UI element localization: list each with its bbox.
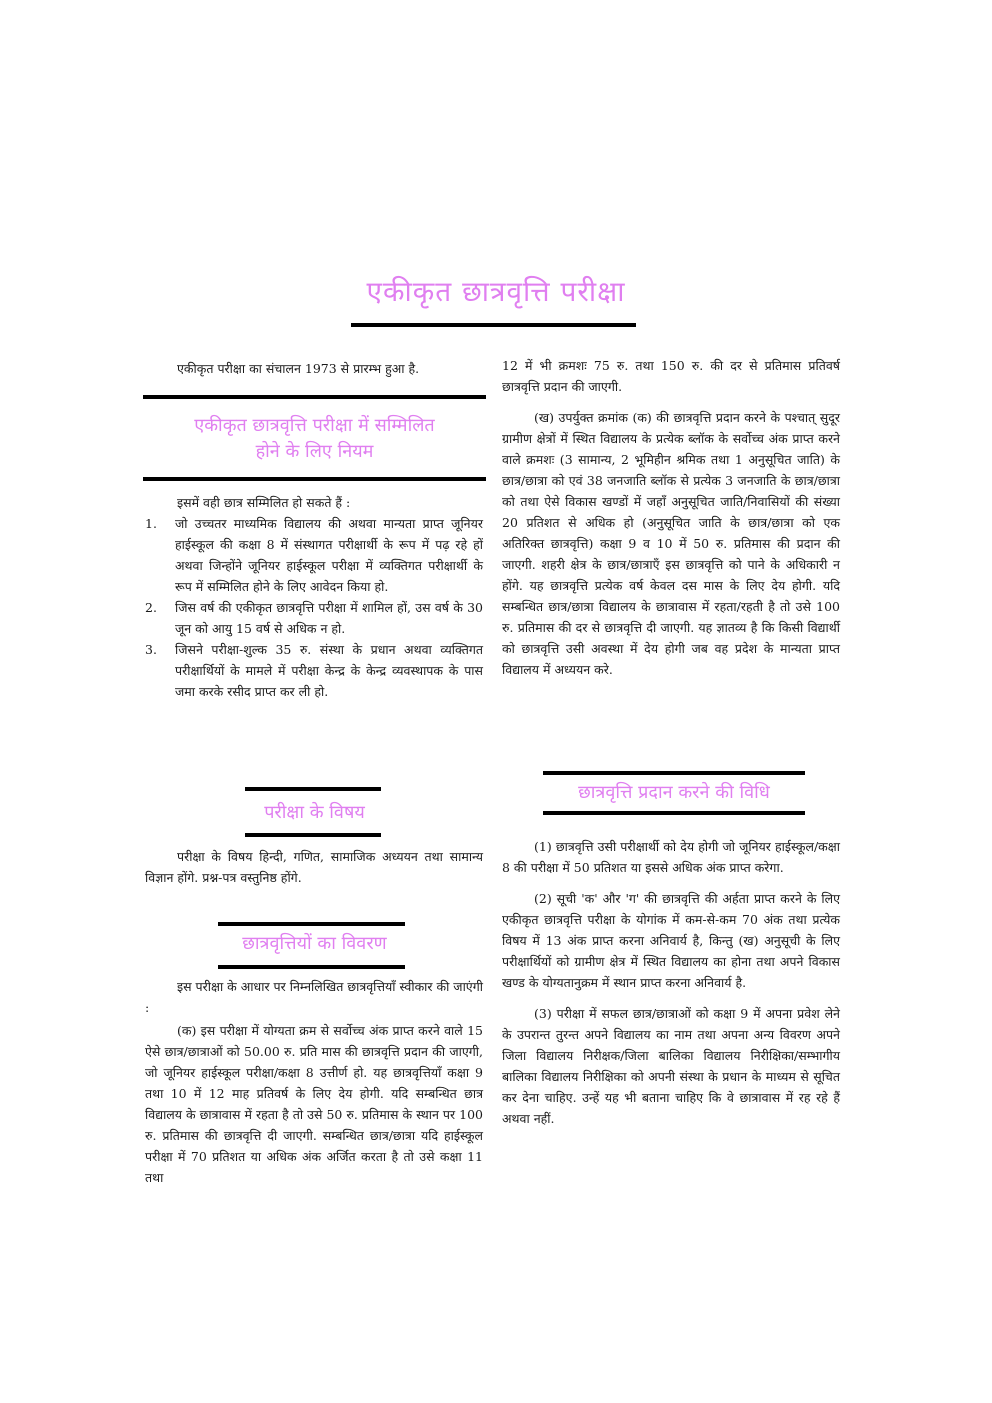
list-item: 3. जिसने परीक्षा-शुल्क 35 रु. संस्था के प्रधान अथवा व्यक्तिगत परीक्षार्थियों के मामले में परीक्षा केन्द्र के केन्द्र व्यवस्थापक के पास जमा करके रसीद प्राप्त कर ली हो. xyxy=(145,642,483,699)
subjects-body: परीक्षा के विषय हिन्दी, गणित, सामाजिक अध्ययन तथा सामान्य विज्ञान होंगे. प्रश्न-पत्र वस्तुनिष्ठ होंगे. xyxy=(145,849,483,885)
scholarship-para-kha: (ख) उपर्युक्त क्रमांक (क) की छात्रवृत्ति प्रदान करने के पश्चात् सुदूर ग्रामीण क्षेत्रों में स्थित विद्यालय के प्रत्येक ब्लॉक के सर्वोच्च अंक प्राप्त करने वाले क्रमशः (3 सामान्य, 2 भूमिहीन श्रमिक तथा 1 अनुसूचित जाति) के छात्र/छात्रा को एवं 38 जनजाति ब्लॉक से प्रत्येक 3 जनजाति के छात्र/छात्रा को तथा ऐसे विकास खण्डों में जहाँ अनुसूचित जाति/निवासियों की संख्या 20 प्रतिशत से अधिक हो (अनुसूचित जाति के छात्र/छात्रा को एक अतिरिक्त छात्रवृत्ति) कक्षा 9 व 10 में 50 रु. प्रतिमास की प्रदान की जाएगी. शहरी क्षेत्र के छात्र/छात्राएँ इस छात्रवृत्ति को पाने के अधिकारी न होंगे. यह छात्रवृत्ति प्रत्येक वर्ष केवल दस मास के लिए देय होगी. यदि सम्बन्धित छात्र/छात्रा विद्यालय के छात्रावास में रहता/रहती है तो उसे 100 रु. प्रतिमास की दर से छात्रवृत्ति दी जाएगी. यह ज्ञातव्य है कि किसी विद्यार्थी को छात्रवृत्ति उसी अवस्था में देय होगी जब वह प्रदेश के मान्यता प्राप्त विद्यालय में अध्ययन करे. xyxy=(502,410,840,677)
method-para-1: (1) छात्रवृत्ति उसी परीक्षार्थी को देय होगी जो जूनियर हाईस्कूल/कक्षा 8 की परीक्षा में 50 प्रतिशत या इससे अधिक अंक प्राप्त करेगा. xyxy=(502,839,840,875)
list-item: 1. जो उच्चतर माध्यमिक विद्यालय की अथवा मान्यता प्राप्त जूनियर हाईस्कूल की कक्षा 8 में संस्थागत परीक्षार्थी के रूप में पढ़ रहे हों अथवा जिन्होंने जूनियर हाईस्कूल परीक्षा में व्यक्तिगत परीक्षार्थी के रूप में सम्मिलित होने के लिए आवेदन किया हो. xyxy=(145,516,483,594)
scholarship-para-ka: (क) इस परीक्षा में योग्यता क्रम से सर्वोच्च अंक प्राप्त करने वाले 15 ऐसे छात्र/छात्राओं को 50.00 रु. प्रति मास की छात्रवृत्ति प्रदान की जाएगी, जो जूनियर हाईस्कूल परीक्षा/कक्षा 8 उत्तीर्ण हो. यह छात्रवृत्तियाँ कक्षा 9 तथा 10 में 12 माह प्रतिवर्ष के लिए देय होगी. यदि सम्बन्धित छात्र विद्यालय के छात्रावास में रहता है तो उसे 50 रु. प्रतिमास के स्थान पर 100 रु. प्रतिमास की छात्रवृत्ति दी जाएगी. सम्बन्धित छात्र/छात्रा यदि हाईस्कूल परीक्षा में 70 प्रतिशत या अधिक अंक अर्जित करता है तो उसे कक्षा 11 तथा xyxy=(145,1023,483,1185)
rules-heading xyxy=(143,413,486,465)
scholarships-heading-rule-top xyxy=(218,922,405,926)
method-para-2: (2) सूची 'क' और 'ग' की छात्रवृत्ति की अर्हता प्राप्त करने के लिए एकीकृत छात्रवृत्ति परीक्षा के योगांक में कम-से-कम 70 अंक तथा प्रत्येक विषय में 13 अंक प्राप्त करना अनिवार्य है, किन्तु (ख) अनुसूची के लिए परीक्षार्थियों को ग्रामीण क्षेत्र में स्थित विद्यालय का होना तथा अपने विकास खण्ड के योग्यतानुक्रम में स्थान प्राप्त करना अनिवार्य है. xyxy=(502,891,840,990)
scholarships-lead: इस परीक्षा के आधार पर निम्नलिखित छात्रवृत्तियाँ स्वीकार की जाएंगी : xyxy=(145,979,483,1015)
rules-heading-rule-bottom xyxy=(143,477,486,481)
scholarship-para-ka-continued: 12 में भी क्रमशः 75 रु. तथा 150 रु. की दर से प्रतिमास प्रतिवर्ष छात्रवृत्ति प्रदान की जाएगी. xyxy=(502,358,840,394)
scholarships-heading-rule-bottom xyxy=(218,965,405,969)
subjects-heading: परीक्षा के विषय xyxy=(264,802,365,823)
method-para-3: (3) परीक्षा में सफल छात्र/छात्राओं को कक्षा 9 में अपना प्रवेश लेने के उपरान्त तुरन्त अपने विद्यालय का नाम तथा अपना अन्य विवरण अपने जिला विद्यालय निरीक्षक/जिला बालिका विद्यालय निरीक्षिका/सम्भागीय बालिका विद्यालय निरीक्षिका को अपनी संस्था के प्रधान के माध्यम से सूचित कर देना चाहिए. उन्हें यह भी बताना चाहिए कि वे छात्रावास में रह रहे हैं अथवा नहीं. xyxy=(502,1006,840,1126)
page-title: एकीकृत छात्रवृत्ति परीक्षा xyxy=(366,275,626,308)
rules-heading-line1: एकीकृत छात्रवृत्ति परीक्षा में सम्मिलित xyxy=(194,415,435,436)
method-heading: छात्रवृत्ति प्रदान करने की विधि xyxy=(578,782,770,803)
list-item: 2. जिस वर्ष की एकीकृत छात्रवृत्ति परीक्षा में शामिल हों, उस वर्ष के 30 जून को आयु 15 वर्ष से अधिक न हो. xyxy=(145,600,483,636)
method-heading-rule-top xyxy=(543,771,805,775)
method-body xyxy=(502,836,840,1129)
subjects-heading-rule-top xyxy=(245,787,381,791)
title-underline xyxy=(351,323,636,327)
scholarships-heading: छात्रवृत्तियों का विवरण xyxy=(242,933,387,954)
scholarships-body-continued xyxy=(502,355,840,680)
eligibility-lead: इसमें वही छात्र सम्मिलित हो सकते हैं : xyxy=(177,495,351,510)
rules-heading-line2: होने के लिए नियम xyxy=(255,441,374,462)
scholarships-body xyxy=(145,976,483,1188)
intro-text: एकीकृत परीक्षा का संचालन 1973 से प्रारम्भ हुआ है. xyxy=(177,361,420,376)
eligibility-list xyxy=(145,492,483,702)
method-heading-rule-bottom xyxy=(543,811,805,815)
rules-heading-rule-top xyxy=(143,395,486,399)
subjects-heading-rule-bottom xyxy=(245,833,381,837)
